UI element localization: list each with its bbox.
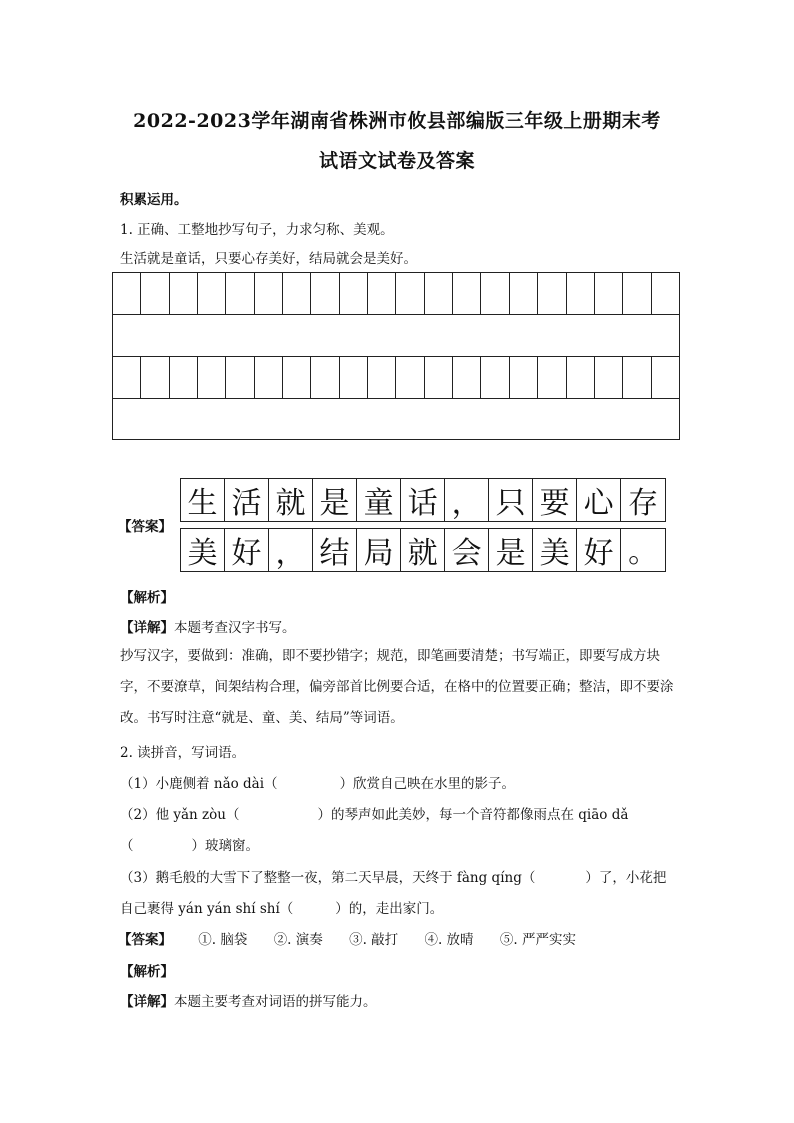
answer-grid-row2 <box>180 528 666 572</box>
answer-char: 是 <box>489 529 533 571</box>
q2-item2-text-b: ）的琴声如此美妙，每一个音符都像雨点在 qiāo dǎ <box>317 807 629 823</box>
grid-row-cells <box>113 273 679 315</box>
grid-cell[interactable] <box>283 357 311 398</box>
grid-cell[interactable] <box>255 357 283 398</box>
answer-char: 好 <box>225 529 269 571</box>
grid-cell[interactable] <box>567 357 595 398</box>
q2-item3-text-c: 自己裹得 yán yán shí shí（ <box>120 901 294 917</box>
answer-char: 美 <box>533 529 577 571</box>
answer-char: 活 <box>225 479 269 521</box>
q2-answer-item: ⑤. 严严实实 <box>499 932 576 948</box>
document-title-line2: 试语文试卷及答案 <box>318 150 475 172</box>
q1-explanation: 抄写汉字，要做到：准确，即不要抄错字；规范，即笔画要清楚；书写端正，即要写成方块字，不要潦草，间架结构合理，偏旁部首比例要合适，在格中的位置要正确；整洁，即不要涂改。书写时注意“就是、童、美、结局”等词语。 <box>120 648 674 726</box>
section-heading: 积累运用。 <box>120 192 188 208</box>
q2-answer-label: 【答案】 <box>118 932 172 948</box>
grid-cell[interactable] <box>595 357 623 398</box>
answer-grid-row1 <box>180 478 666 522</box>
answer-char: 好 <box>577 529 621 571</box>
grid-cell[interactable] <box>510 273 538 314</box>
q1-answer-label: 【答案】 <box>118 519 172 535</box>
grid-cell[interactable] <box>453 273 481 314</box>
answer-char: 是 <box>313 479 357 521</box>
q1-sentence: 生活就是童话，只要心存美好，结局就会是美好。 <box>120 251 417 267</box>
grid-row-spacer <box>113 315 679 357</box>
answer-char: 就 <box>401 529 445 571</box>
grid-cell[interactable] <box>510 357 538 398</box>
grid-cell[interactable] <box>311 357 339 398</box>
q2-item2-cont <box>120 834 259 854</box>
grid-cell[interactable] <box>368 273 396 314</box>
answer-char: 话 <box>401 479 445 521</box>
q1-detail-label: 【详解】 <box>120 620 174 636</box>
answer-char: 局 <box>357 529 401 571</box>
q2-detail-label: 【详解】 <box>120 994 174 1010</box>
grid-cell[interactable] <box>623 357 651 398</box>
grid-cell[interactable] <box>595 273 623 314</box>
answer-char: 生 <box>181 479 225 521</box>
grid-cell[interactable] <box>481 357 509 398</box>
grid-cell[interactable] <box>567 273 595 314</box>
q2-item2-text-a: （2）他 yǎn zòu（ <box>120 807 240 823</box>
grid-cell[interactable] <box>113 357 141 398</box>
q2-answer-item: ③. 敲打 <box>349 932 399 948</box>
q1-prompt: 1. 正确、工整地抄写句子，力求匀称、美观。 <box>120 222 394 238</box>
q2-item3-text-a: （3）鹅毛般的大雪下了整整一夜，第二天早晨，天终于 fàng qíng（ <box>120 870 536 886</box>
q1-analysis-label: 【解析】 <box>120 590 174 606</box>
grid-cell[interactable] <box>538 273 566 314</box>
grid-cell[interactable] <box>425 357 453 398</box>
answer-char: 就 <box>269 479 313 521</box>
q2-answer-item: ②. 演奏 <box>273 932 323 948</box>
grid-cell[interactable] <box>198 273 226 314</box>
grid-cell[interactable] <box>226 273 254 314</box>
grid-cell[interactable] <box>396 357 424 398</box>
q1-detail-text: 本题考查汉字书写。 <box>174 620 296 636</box>
q2-item1 <box>120 772 515 792</box>
grid-cell[interactable] <box>340 357 368 398</box>
q2-answer <box>118 928 576 948</box>
grid-row-cells <box>113 357 679 399</box>
answer-char: 心 <box>577 479 621 521</box>
grid-row-spacer <box>113 399 679 441</box>
q2-item1-text-b: ）欣赏自己映在水里的影子。 <box>339 776 516 792</box>
q2-detail-text: 本题主要考查对词语的拼写能力。 <box>174 994 377 1010</box>
grid-cell[interactable] <box>396 273 424 314</box>
answer-char: 存 <box>628 486 659 521</box>
grid-cell[interactable] <box>198 357 226 398</box>
grid-cell[interactable] <box>538 357 566 398</box>
q2-answer-item: ④. 放晴 <box>424 932 474 948</box>
q2-item1-text-a: （1）小鹿侧着 nǎo dài（ <box>120 776 278 792</box>
grid-cell[interactable] <box>481 273 509 314</box>
grid-cell[interactable] <box>255 273 283 314</box>
q2-answer-item: ①. 脑袋 <box>198 932 248 948</box>
grid-cell[interactable] <box>141 273 169 314</box>
q2-item3-text-d: ）的，走出家门。 <box>335 901 444 917</box>
q2-item3-cont <box>120 897 443 917</box>
document-title-line1: 2022-2023学年湖南省株洲市攸县部编版三年级上册期末考 <box>133 110 661 132</box>
grid-cell[interactable] <box>652 273 679 314</box>
grid-cell[interactable] <box>283 273 311 314</box>
q2-analysis-label: 【解析】 <box>120 964 174 980</box>
q2-prompt: 2. 读拼音，写词语。 <box>120 745 246 761</box>
grid-cell[interactable] <box>368 357 396 398</box>
grid-cell[interactable] <box>170 273 198 314</box>
grid-cell[interactable] <box>453 357 481 398</box>
grid-cell[interactable] <box>425 273 453 314</box>
answer-char: ， <box>269 529 313 571</box>
answer-char: 会 <box>445 529 489 571</box>
answer-char: 结 <box>313 529 357 571</box>
grid-cell[interactable] <box>141 357 169 398</box>
q2-item3-text-b: ）了，小花把 <box>585 870 667 886</box>
grid-cell[interactable] <box>113 273 141 314</box>
grid-cell[interactable] <box>226 357 254 398</box>
answer-char: 要 <box>533 479 577 521</box>
q2-item3 <box>120 866 666 886</box>
answer-char: 童 <box>357 479 401 521</box>
grid-cell[interactable] <box>170 357 198 398</box>
q2-item2-text-d: ）玻璃窗。 <box>191 838 259 854</box>
answer-char: 。 <box>628 535 659 570</box>
q1-detail <box>120 616 296 636</box>
grid-cell[interactable] <box>623 273 651 314</box>
answer-char: 美 <box>181 529 225 571</box>
answer-char: 只 <box>489 479 533 521</box>
q2-item2-text-c: （ <box>120 838 134 854</box>
q2-item2 <box>120 803 628 823</box>
grid-cell[interactable] <box>311 273 339 314</box>
answer-char: ， <box>445 479 489 521</box>
writing-grid <box>112 272 680 440</box>
grid-cell[interactable] <box>652 357 679 398</box>
q2-detail <box>120 990 377 1010</box>
grid-cell[interactable] <box>340 273 368 314</box>
